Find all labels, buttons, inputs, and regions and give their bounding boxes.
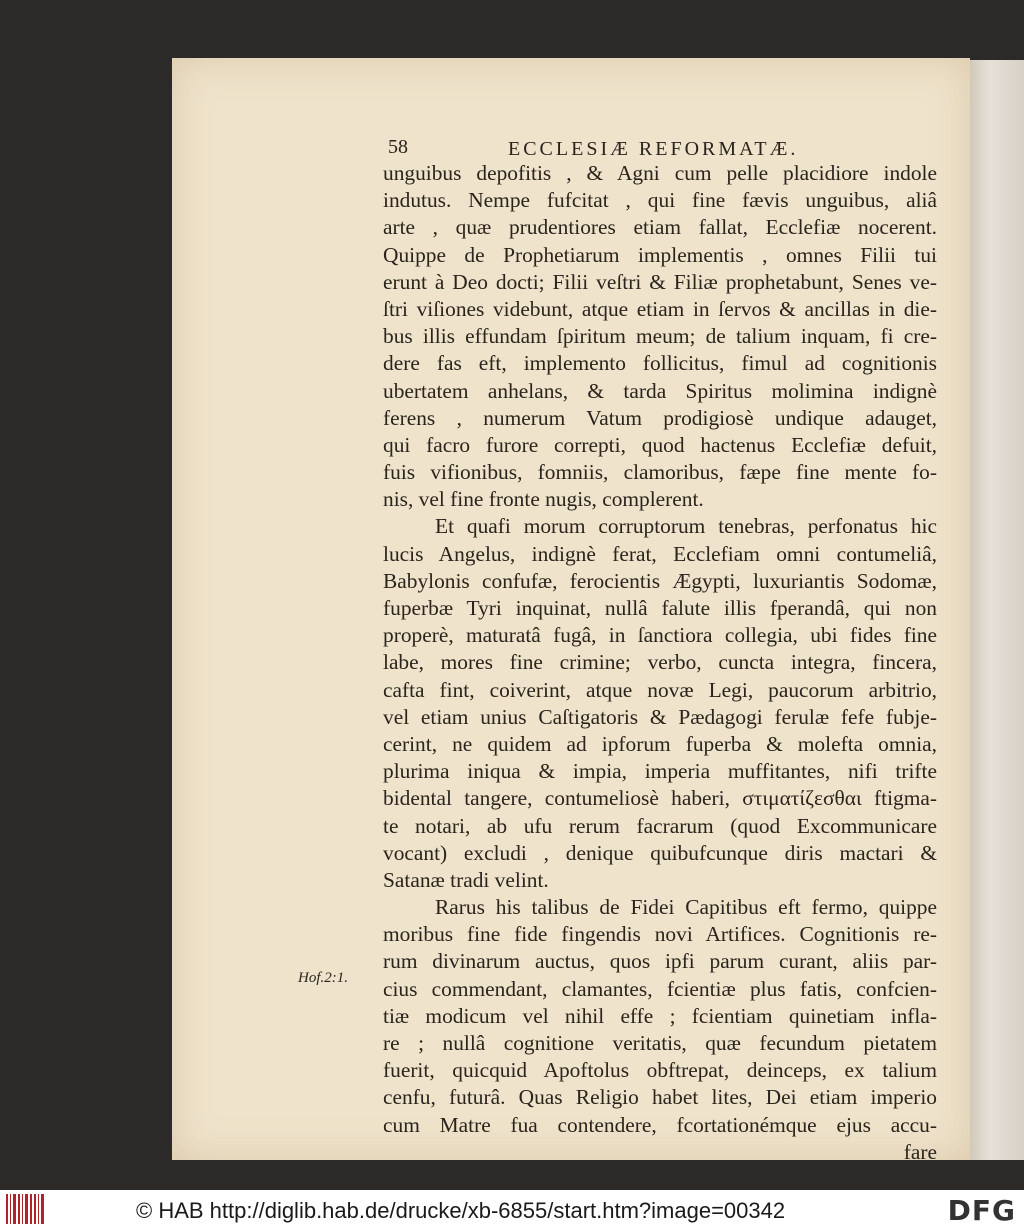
text-line: fare [903, 1139, 937, 1164]
text-line: arte , quæ prudentiores etiam fallat, Ecclefiæ nocerent. [383, 215, 937, 240]
text-line: dere fas eft, implemento follicitus, fimul ad cognitionis [383, 351, 937, 376]
text-line: te notari, ab ufu rerum facrarum (quod Excommunicare [383, 813, 937, 838]
dfg-logo: DFG [947, 1194, 1016, 1227]
adjacent-page-edge [968, 60, 1024, 1160]
text-line: labe, mores fine crimine; verbo, cuncta integra, fincera, [383, 650, 937, 675]
text-line: ſtri viſiones videbunt, atque etiam in ſervos & ancillas in die- [383, 296, 937, 321]
text-line: tiæ modicum vel nihil effe ; fcientiam quinetiam infla- [383, 1003, 937, 1028]
text-line: Rarus his talibus de Fidei Capitibus eft fermo, quippe [435, 895, 937, 920]
text-line: Et quafi morum corruptorum tenebras, perfonatus hic [435, 514, 937, 539]
text-line: bus illis effundam ſpiritum meum; de talium inquam, fi cre- [383, 324, 937, 349]
text-line: plurima iniqua & impia, imperia muffitantes, nifi trifte [383, 759, 937, 784]
text-line: lucis Angelus, indignè ferat, Ecclefiam omni contumeliâ, [383, 541, 937, 566]
text-line: ferens , numerum Vatum prodigiosè undique adauget, [383, 405, 937, 430]
text-line: qui facro furore correpti, quod hactenus Ecclefiæ defuit, [383, 432, 937, 457]
page-number: 58 [388, 136, 408, 158]
text-line: fuerit, quicquid Apoftolus obftrepat, deinceps, ex talium [383, 1058, 937, 1083]
text-line: Babylonis confufæ, ferocientis Ægypti, luxuriantis Sodomæ, [383, 568, 937, 593]
text-line: vel etiam unius Caſtigatoris & Pædagogi ferulæ fefe fubje- [383, 704, 937, 729]
text-line: ubertatem anhelans, & tarda Spiritus molimina indignè [383, 378, 937, 403]
text-line: erunt à Deo docti; Filii veſtri & Filiæ prophetabunt, Senes ve- [383, 269, 937, 294]
text-line: vocant) excludi , denique quibufcunque diris mactari & [383, 840, 937, 865]
text-line: cafta fint, coiverint, atque novæ Legi, paucorum arbitrio, [383, 677, 937, 702]
text-line: indutus. Nempe fufcitat , qui fine fævis unguibus, aliâ [383, 188, 937, 213]
text-line: rum divinarum auctus, quos ipfi parum curant, aliis par- [383, 949, 937, 974]
text-line: cum Matre fua contendere, fcortationémque ejus accu- [383, 1112, 937, 1137]
text-line: moribus fine fide fingendis novi Artifices. Cognitionis re- [383, 922, 937, 947]
barcode-logo-icon [6, 1194, 46, 1224]
footer-credit: © HAB http://diglib.hab.de/drucke/xb-6855/start.htm?image=00342 [136, 1198, 786, 1223]
margin-note: Hof.2:1. [298, 970, 348, 986]
text-line: Quippe de Prophetiarum implementis , omnes Filii tui [383, 242, 937, 267]
text-line: Satanæ tradi velint. [383, 867, 549, 892]
text-line: re ; nullâ cognitione veritatis, quæ fecundum pietatem [383, 1031, 937, 1055]
text-line: cenfu, futurâ. Quas Religio habet lites, Dei etiam imperio [383, 1085, 937, 1110]
text-line: properè, maturatâ fugâ, in ſanctiora collegia, ubi fides fine [383, 623, 937, 648]
text-line: cius commendant, clamantes, fcientiæ plus fatis, confcien- [383, 976, 937, 1001]
running-head: ECCLESIÆ REFORMATÆ. [508, 138, 799, 160]
footer-bar [0, 1190, 1024, 1228]
text-line: unguibus depofitis , & Agni cum pelle placidiore indole [383, 161, 937, 185]
body-text [383, 160, 937, 1166]
text-line: bidental tangere, contumeliosè haberi, στιματίζεσθαι ftigma- [383, 786, 937, 811]
text-line: fuperbæ Tyri inquinat, nullâ falute illis fperandâ, qui non [383, 596, 937, 620]
text-line: nis, vel fine fronte nugis, complerent. [383, 487, 704, 512]
text-line: fuis vifionibus, fomniis, clamoribus, fæpe fine mente fo- [383, 460, 937, 485]
text-line: cerint, ne quidem ad ipforum fuperba & molefta omnia, [383, 731, 937, 756]
